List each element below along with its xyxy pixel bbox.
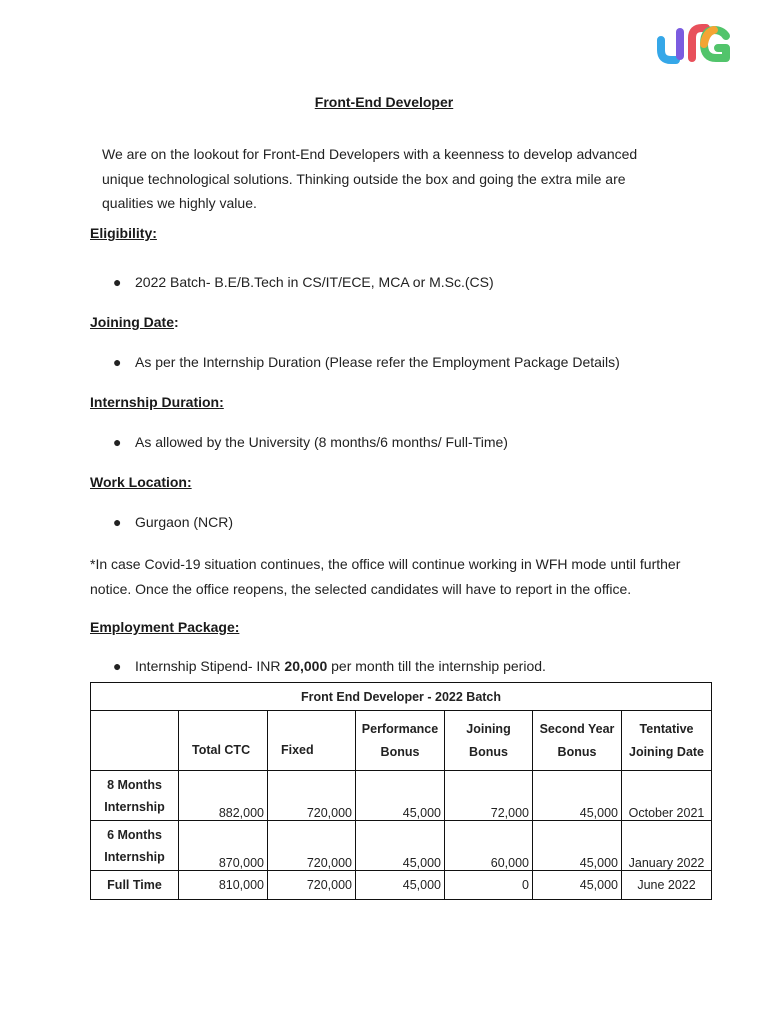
header-tentative-line1: Tentative [639,721,694,736]
header-tentative-line2: Joining Date [629,744,705,759]
cell-fixed: 720,000 [268,871,356,900]
internship-duration-heading-text: Internship Duration [90,394,220,410]
cell-performance-bonus: 45,000 [356,771,445,821]
intro-paragraph: We are on the lookout for Front-End Developers with a keenness to develop advanced unique technological solutions. Thinking outside the box and going the extra mile are qualities we highly value. [102,146,638,211]
internship-duration-colon: : [219,394,224,410]
joining-date-heading [90,314,179,330]
internship-duration-bullet [113,434,508,450]
covid-note: *In case Covid-19 situation continues, the office will continue working in WFH mode until further notice. Once the office reopens, the selected candidates will have to report in the office. [90,556,681,597]
header-joining-line2: Bonus [469,744,508,759]
work-location-heading: Work Location: [90,474,192,490]
cell-fixed: 720,000 [268,771,356,821]
cell-joining-date: June 2022 [622,871,712,900]
page-title: Front-End Developer [314,94,454,110]
cell-joining-bonus: 72,000 [445,771,533,821]
logo-stroke-orange [704,30,714,44]
row-label [91,821,179,871]
header-joining-bonus [445,711,533,771]
cell-total-ctc: 870,000 [179,821,268,871]
eligibility-text: 2022 Batch- B.E/B.Tech in CS/IT/ECE, MCA or M.Sc.(CS) [135,274,494,290]
eligibility-bullet [113,274,494,290]
header-fixed: Fixed [268,711,356,771]
work-location-bullet [113,514,233,530]
internship-duration-heading [90,394,224,410]
header-cell-blank [91,711,179,771]
cell-total-ctc: 882,000 [179,771,268,821]
header-second-year-bonus [533,711,622,771]
header-joining-line1: Joining [466,721,511,736]
bullet-dot: ● [113,354,122,370]
row-label-line1: 6 Months [107,827,162,842]
cell-joining-date: October 2021 [622,771,712,821]
cell-second-year-bonus: 45,000 [533,771,622,821]
bullet-dot: ● [113,274,122,290]
stipend-amount: 20,000 [284,658,328,674]
employment-package-heading: Employment Package: [90,619,240,635]
table-row [91,871,712,900]
cell-total-ctc: 810,000 [179,871,268,900]
company-logo [656,20,732,66]
cell-performance-bonus: 45,000 [356,871,445,900]
bullet-dot: ● [113,514,122,530]
row-label-line2: Internship [104,849,165,864]
header-total-ctc: Total CTC [179,711,268,771]
logo-stroke-blue [661,40,676,60]
eligibility-heading: Eligibility: [90,225,157,241]
header-performance-bonus [356,711,445,771]
cell-joining-bonus: 0 [445,871,533,900]
row-label: Full Time [91,871,179,900]
package-table [90,682,712,900]
row-label-line2: Internship [104,799,165,814]
cell-joining-bonus: 60,000 [445,821,533,871]
header-second-year-line2: Bonus [557,744,597,759]
work-location-text: Gurgaon (NCR) [135,514,234,530]
header-second-year-line1: Second Year [539,721,615,736]
cell-performance-bonus: 45,000 [356,821,445,871]
header-tentative-joining-date [622,711,712,771]
cell-fixed: 720,000 [268,821,356,871]
joining-date-bullet [113,354,620,370]
table-header-row [91,711,712,771]
table-caption: Front End Developer - 2022 Batch [91,683,712,711]
joining-date-heading-text: Joining Date [90,314,175,330]
stipend-bullet [113,658,546,674]
row-label [91,771,179,821]
cell-second-year-bonus: 45,000 [533,821,622,871]
table-row [91,821,712,871]
header-performance-line2: Bonus [380,744,420,759]
cell-second-year-bonus: 45,000 [533,871,622,900]
internship-duration-text: As allowed by the University (8 months/6 months/ Full-Time) [135,434,508,450]
stipend-suffix: per month till the internship period. [327,658,546,674]
joining-date-colon: : [174,314,179,330]
bullet-dot: ● [113,658,122,674]
stipend-prefix: Internship Stipend- INR [135,658,285,674]
row-label-line1: 8 Months [107,777,162,792]
joining-date-text: As per the Internship Duration (Please refer the Employment Package Details) [135,354,620,370]
cell-joining-date: January 2022 [622,821,712,871]
bullet-dot: ● [113,434,122,450]
table-row [91,771,712,821]
header-performance-line1: Performance [361,721,439,736]
